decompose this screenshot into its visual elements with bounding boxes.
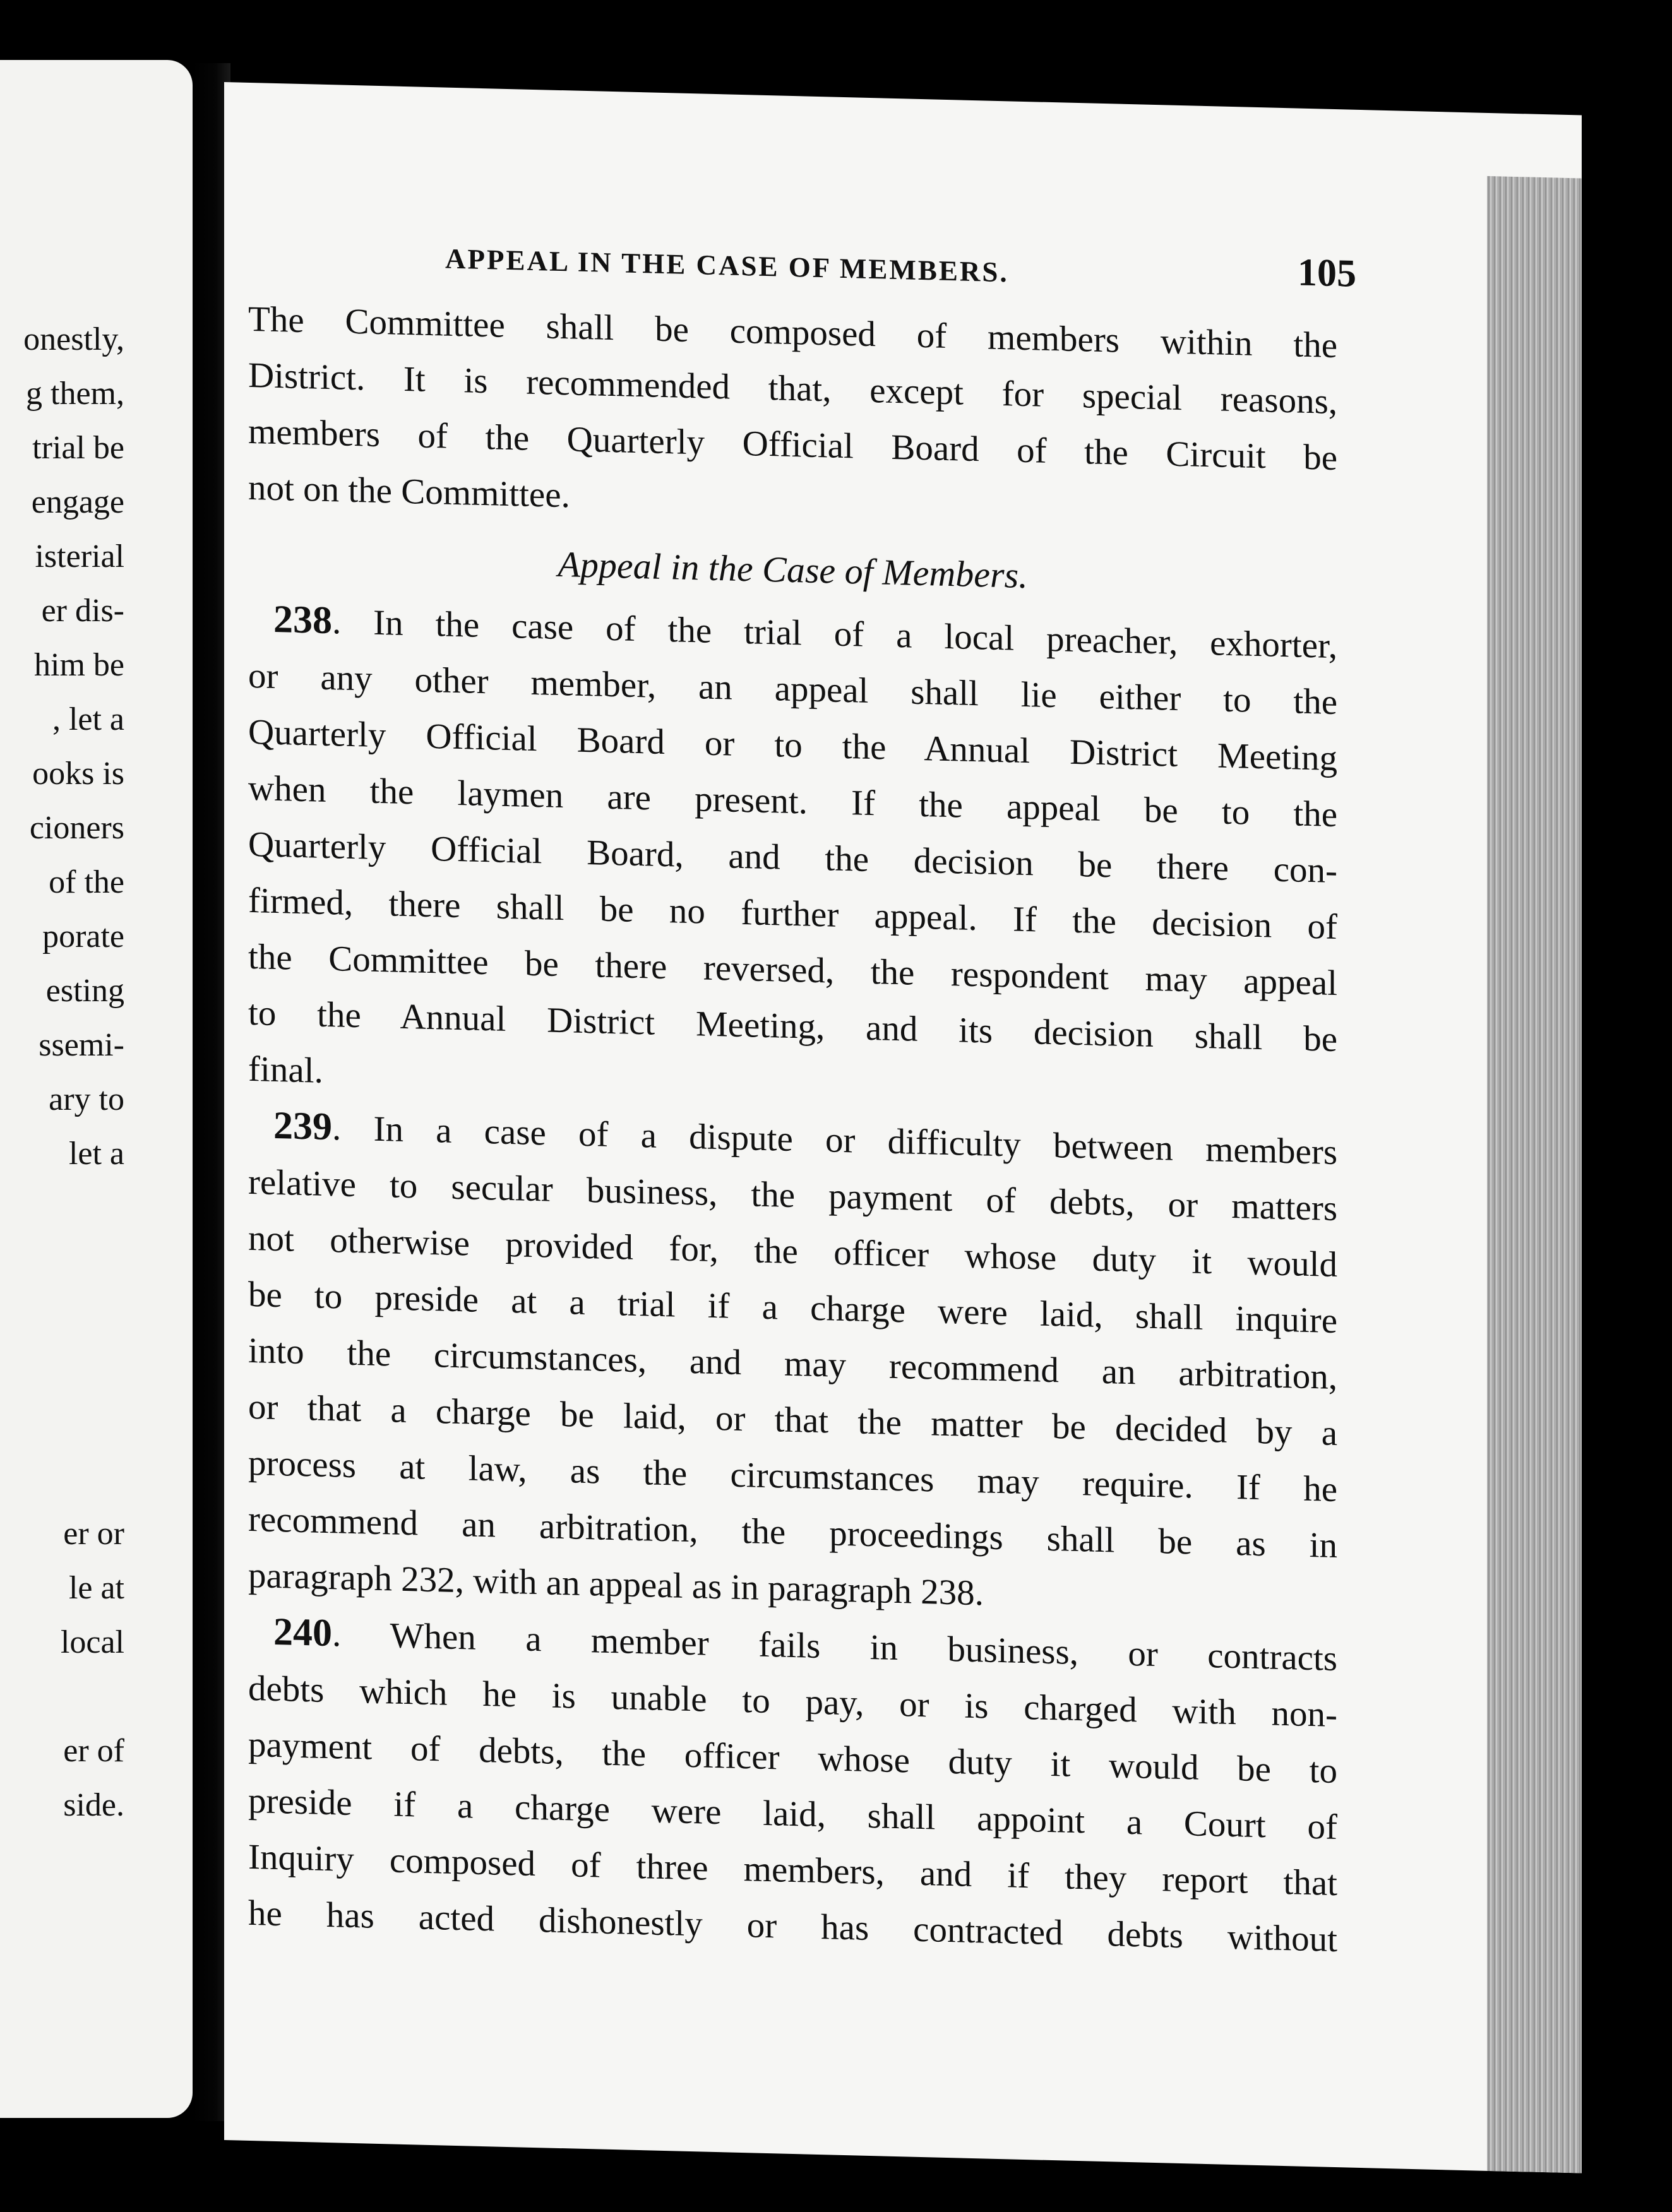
left-line: of the [49,864,124,900]
paragraph-first-line: 238. In the case of the trial of a local preacher, exhorter, [273,597,1337,667]
left-line: ssemi- [39,1027,124,1063]
text-line: final. [248,1049,323,1091]
paragraph-number: 240 [273,1610,332,1655]
text-line: not otherwise provided for, the officer whose duty it would [248,1218,1337,1285]
text-line: District. It is recommended that, except for special reasons, [248,355,1337,422]
left-line-blank [0,1181,124,1235]
text-line: Quarterly Official Board, and the decision be there con- [248,824,1337,891]
left-line: le at [68,1570,124,1606]
text-line: he has acted dishonestly or has contracted debts without [248,1893,1337,1960]
left-line: him be [34,647,124,683]
left-line: ooks is [32,756,124,792]
left-line: er of [63,1733,124,1769]
paragraph-number: 239 [273,1103,332,1149]
paragraph-text: When a member fails in business, or contracts [390,1615,1337,1679]
paragraph-text: In a case of a dispute or difficulty between members [373,1109,1337,1173]
left-line-blank [0,1344,124,1398]
paragraph-first-line: 239. In a case of a dispute or difficulty between members [273,1103,1337,1173]
left-line: er dis- [41,593,124,629]
text-line: be to preside at a trial if a charge were laid, shall inquire [248,1274,1337,1341]
left-line: , let a [52,701,124,737]
text-line: recommend an arbitration, the proceedings shall be as in [248,1499,1337,1566]
page-edges [1487,176,1582,2173]
text-line: process at law, as the circumstances may require. If he [248,1442,1337,1510]
text-line: Inquiry composed of three members, and if they report that [248,1836,1337,1904]
left-line: onestly, [23,321,124,357]
text-line: payment of debts, the officer whose duty it would be to [248,1724,1337,1792]
left-line-blank [0,1670,124,1724]
text-line: Quarterly Official Board or to the Annual District Meeting [248,711,1337,779]
left-line: g them, [26,376,124,412]
text-line: relative to secular business, the payment of debts, or matters [248,1162,1337,1229]
left-line-blank [0,1290,124,1344]
section-heading: Appeal in the Case of Members. [558,543,1028,597]
left-page-text [0,312,124,1833]
body-text [248,291,1337,1968]
left-line: isterial [35,538,124,574]
text-line: to the Annual District Meeting, and its decision shall be [248,992,1337,1060]
left-line: engage [31,484,124,520]
text-line: or that a charge be laid, or that the matter be decided by a [248,1386,1337,1454]
left-line-blank [0,1235,124,1290]
paragraph-first-line: 240. When a member fails in business, or contracts [273,1610,1337,1679]
left-line-blank [0,1398,124,1453]
text-line: debts which he is unable to pay, or is charged with non- [248,1668,1337,1735]
text-line: paragraph 232, with an appeal as in paragraph 238. [248,1555,984,1614]
text-line: or any other member, an appeal shall lie either to the [248,655,1337,723]
left-line-blank [0,1453,124,1507]
left-line: local [60,1624,124,1660]
paragraph-text: In the case of the trial of a local preacher, exhorter, [373,602,1337,667]
left-line: esting [45,973,124,1009]
paragraph-number: 238 [273,597,332,643]
running-head: APPEAL IN THE CASE OF MEMBERS. [445,242,1009,288]
text-line: The Committee shall be composed of members within the [248,299,1337,366]
text-line: when the laymen are present. If the appeal be to the [248,768,1337,835]
right-page [224,82,1582,2173]
left-line: trial be [32,430,124,466]
page-number: 105 [1298,251,1356,295]
left-line: er or [63,1516,124,1552]
left-line: porate [42,919,124,954]
left-line: side. [63,1787,124,1823]
text-line: into the circumstances, and may recommend an arbitration, [248,1330,1337,1398]
left-line: let a [68,1136,124,1172]
left-line: ary to [49,1081,124,1117]
left-page [0,60,193,2118]
text-line: the Committee be there reversed, the respondent may appeal [248,936,1337,1004]
text-line: not on the Committee. [248,467,570,516]
text-line: preside if a charge were laid, shall appoint a Court of [248,1780,1337,1848]
text-line: firmed, there shall be no further appeal. If the decision of [248,880,1337,948]
left-line: cioners [29,810,124,846]
text-line: members of the Quarterly Official Board of the Circuit be [248,411,1337,479]
